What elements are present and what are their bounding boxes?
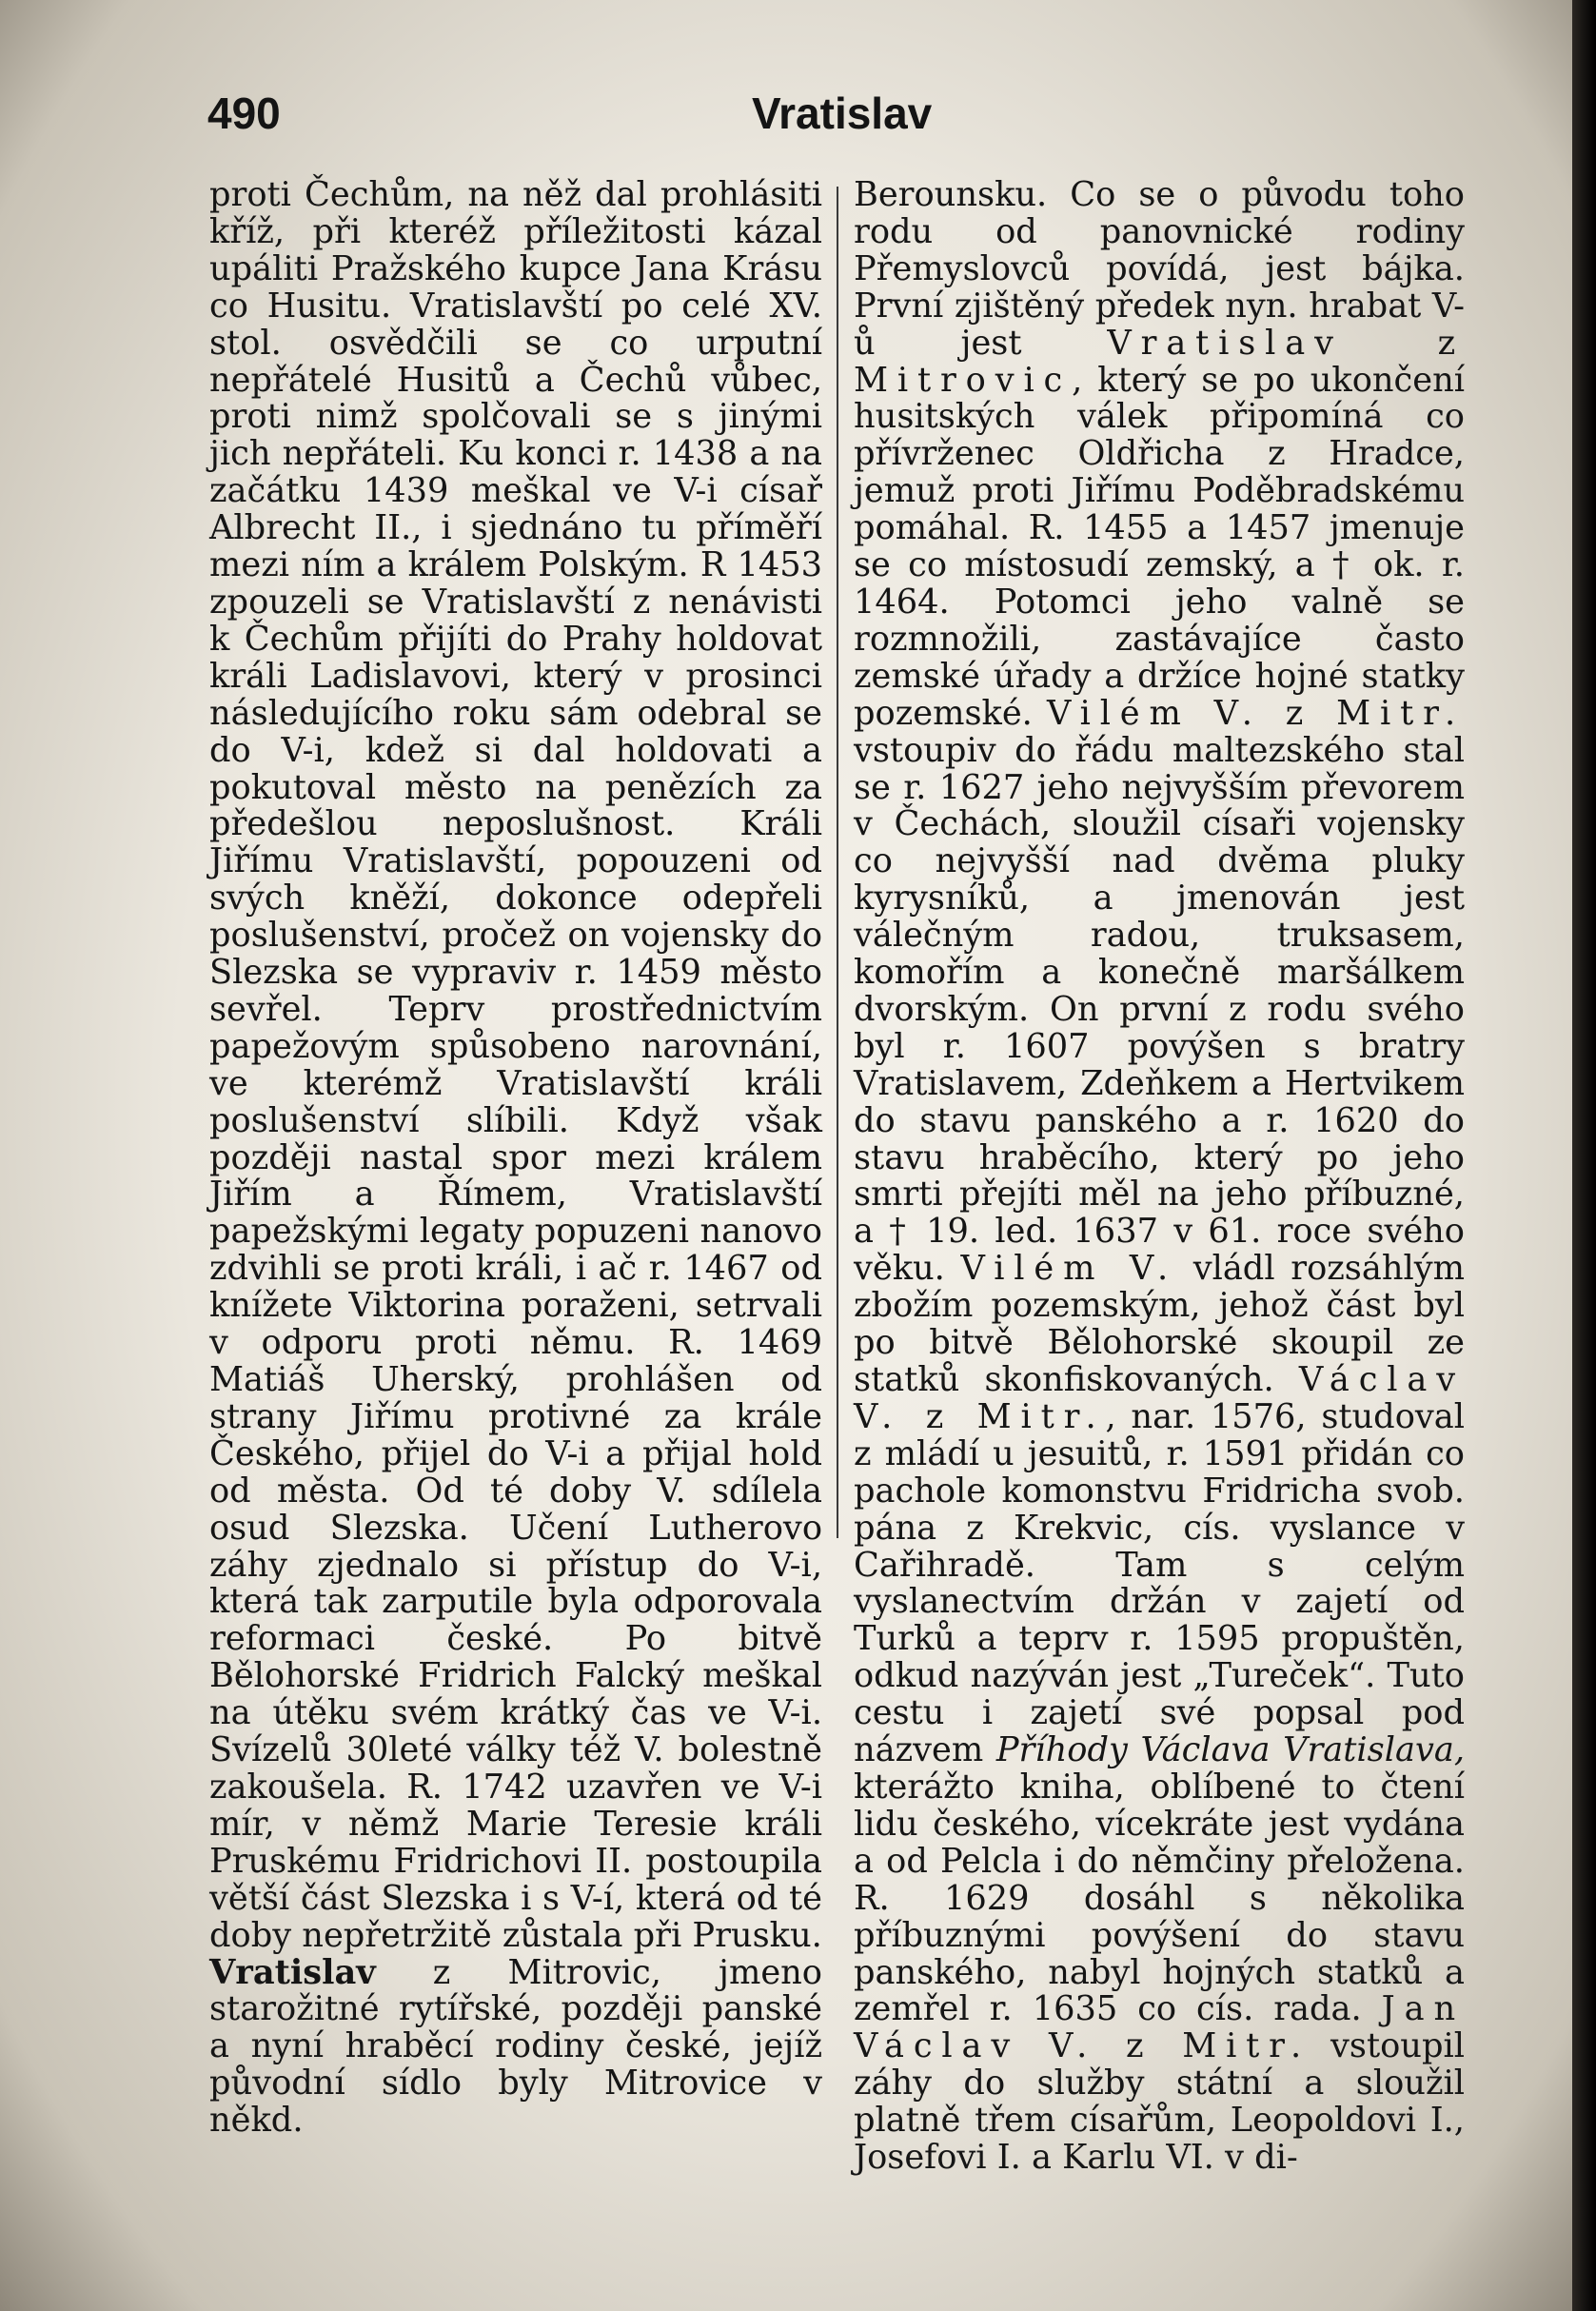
paragraph-family-history <box>854 177 1465 2177</box>
person-name-spaced: Vratislav z Mitrovic <box>854 323 1465 400</box>
text-run: vstoupiv do řádu maltezského stal se r. 1627 jeho nejvyšším převorem v Čechách, sloužil císaři vojensky co nejvyšší nad dvěma pluky kyrysníků, a jmenován jest válečným radou, truksasem, komořím a konečně maršálkem dvorským. On první z rodu svého byl r. 1607 povýšen s bratry Vratislavem, Zdeňkem a Hertvikem do stavu panského a r. 1620 do stavu hraběcího, který po jeho smrti přejíti měl na jeho příbuzné, a † 19. led. 1637 v 61. roce svého věku. <box>854 730 1465 1289</box>
text-run: vstoupil záhy do služby státní a sloužil platně třem císařům, Leopoldovi I., Josefovi I. a Karlu VI. v di- <box>854 2026 1465 2178</box>
text-run: , který se po ukončení husitských válek připomíná co přívrženec Oldřicha z Hradce, jemuž proti Jiřímu Poděbradskému pomáhal. R. 1455 a 1457 jmenuje se co místosudí zemský, a † ok. r. 1464. Potomci jeho valně se rozmnožili, zastávajíce často zemské úřady a držíce hojné statky pozemské. <box>854 360 1465 733</box>
left-column <box>209 177 822 2140</box>
entry-headword: Vratislav <box>209 1952 376 1992</box>
person-name-spaced: Václav V. z Mitr. <box>854 1360 1465 1436</box>
running-title: Vratislav <box>752 89 933 138</box>
entry-vratislav-z-mitrovic <box>209 1952 822 2141</box>
page-number: 490 <box>207 89 281 138</box>
entry-text: z Mitrovic, jmeno starožitné rytířské, později panské a nyní hraběcí rodiny české, jejíž původní sídlo byly Mitrovice v někd. <box>209 1952 822 2141</box>
text-run: vládl rozsáhlým zbožím pozemským, jehož část byl po bitvě Bělohorské skoupil ze statků skonfiskovaných. <box>854 1249 1465 1399</box>
page-header <box>0 82 1580 148</box>
book-title-italic: Příhody Václava Vratislava, <box>995 1730 1466 1770</box>
scan-edge <box>1572 0 1596 2311</box>
person-name-spaced: Vilém V. <box>960 1249 1178 1289</box>
right-column <box>854 177 1465 2177</box>
person-name-spaced: Vilém V. z Mitr. <box>1046 693 1465 733</box>
text-run: kterážto kniha, oblíbené to čtení lidu českého, vícekráte jest vydána a od Pelcla i do němčiny přeložena. R. 1629 dosáhl s několika příbuznými povýšení do stavu panského, nabyl hojných statků a zemřel r. 1635 co cís. rada. <box>854 1767 1465 2029</box>
text-run: Berounsku. Co se o původu toho rodu od panovnické rodiny Přemyslovců povídá, jest bájka. První zjištěný předek nyn. hrabat V-ů jest <box>854 175 1465 363</box>
paragraph-vratislav-city-history: proti Čechům, na něž dal prohlásiti kříž, při kteréž příležitosti kázal upáliti Pražského kupce Jana Krásu co Husitu. Vratislavští po celé XV. stol. osvědčili se co urputní nepřátelé Husitů a Čechů vůbec, proti nimž spolčovali se s jinými jich nepřáteli. Ku konci r. 1438 a na začátku 1439 meškal ve V-i císař Albrecht II., i sjednáno tu příměří mezi ním a králem Polským. R 1453 zpouzeli se Vratislavští z nenávisti k Čechům přijíti do Prahy holdovat králi Ladislavovi, který v prosinci následujícího roku sám odebral se do V-i, kdež si dal holdovati a pokutoval město na penězích za předešlou neposlušnost. Králi Jiřímu Vratislavští, popouzeni od svých kněží, dokonce odepřeli poslušenství, pročež on vojensky do Slezska se vypraviv r. 1459 město sevřel. Teprv prostřednictvím papežovým spůsobeno narovnání, ve kterémž Vratislavští králi poslušenství slíbili. Když však později nastal spor mezi králem Jiřím a Římem, Vratislavští papežskými legaty popuzeni nanovo zdvihli se proti králi, i ač r. 1467 od knížete Viktorina poraženi, setrvali v odporu proti němu. R. 1469 Matiáš Uherský, prohlášen od strany Jiřímu protivné za krále Českého, přijel do V-i a přijal hold od města. Od té doby V. sdílela osud Slezska. Učení Lutherovo záhy zjednalo si přístup do V-i, která tak zarputile byla odporovala reformaci české. Po bitvě Bělohorské Fridrich Falcký meškal na útěku svém krátký čas ve V-i. Svízelů 30leté války též V. bolestně zakoušela. R. 1742 uzavřen ve V-i mír, v němž Marie Teresie králi Pruskému Fridrichovi II. postoupila větší část Slezska i s V-í, která od té doby nepřetržitě zůstala při Prusku. <box>209 175 822 1955</box>
person-name-spaced: Jan Václav V. z Mitr. <box>854 1989 1465 2066</box>
text-run: , nar. 1576, studoval z mládí u jesuitů, r. 1591 přidán co pachole komonstvu Fridricha svob. pána z Krekvic, cís. vyslance v Cařihradě. Tam s celým vyslanectvím držán v zajetí od Turků a teprv r. 1595 propuštěn, odkud nazýván jest „Tureček“. Tuto cestu i zajetí své popsal pod názvem <box>854 1396 1465 1770</box>
column-divider <box>837 187 838 1538</box>
